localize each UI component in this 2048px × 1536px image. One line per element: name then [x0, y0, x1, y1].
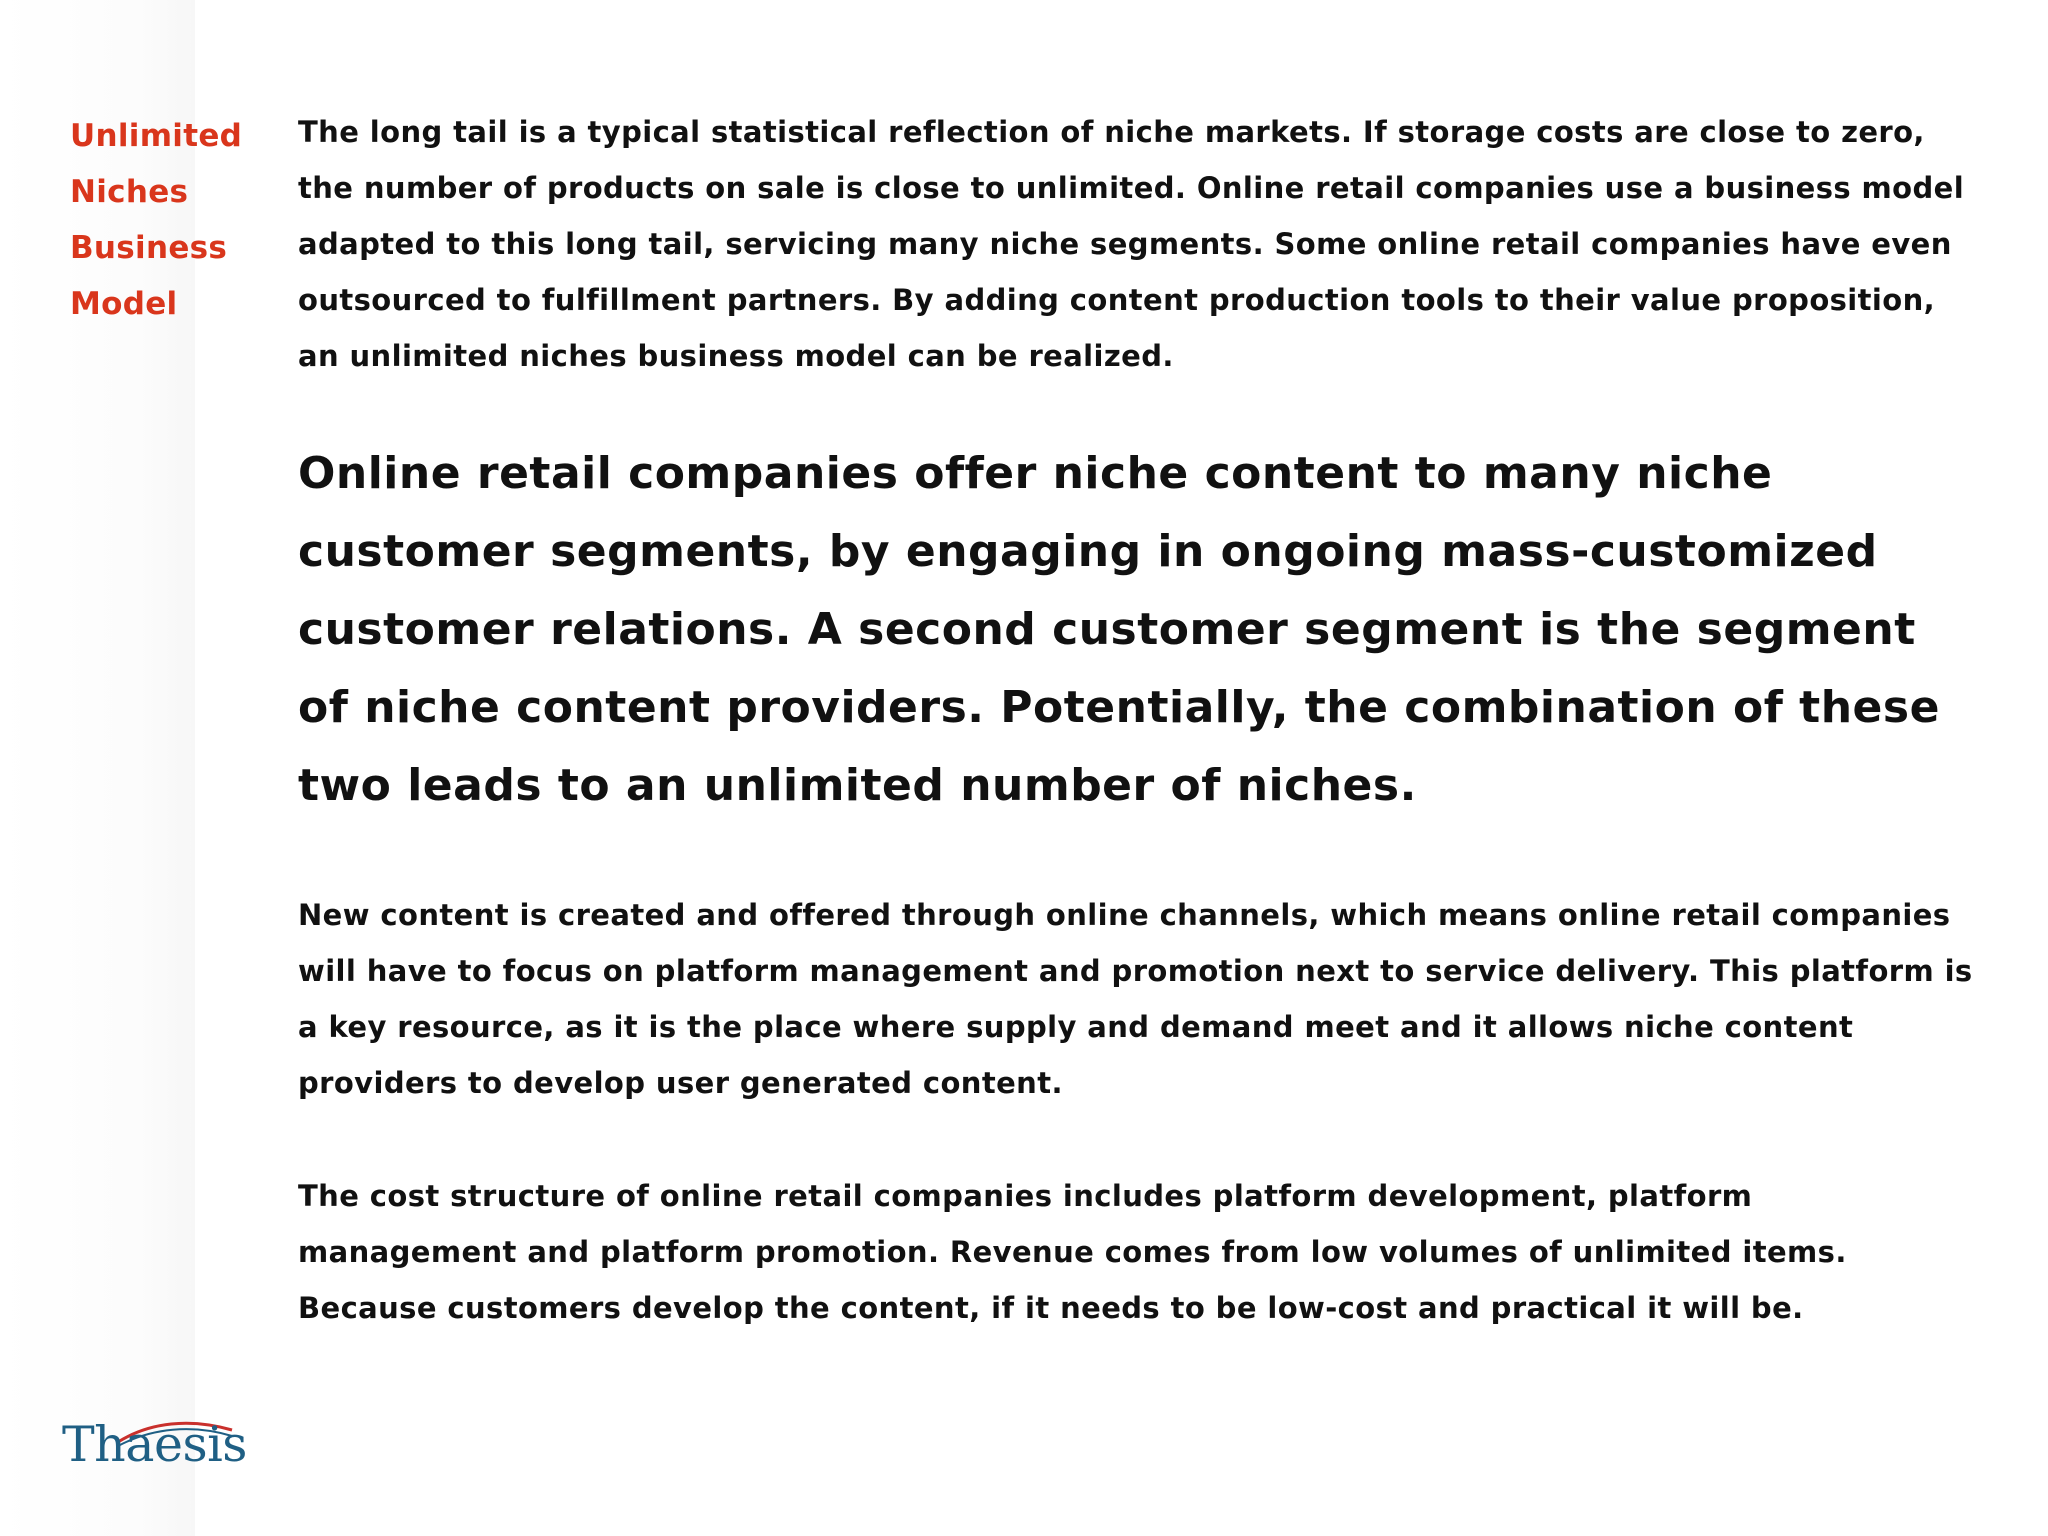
section-title-line-1: Unlimited — [70, 118, 243, 154]
highlight-paragraph: Online retail companies offer niche content to many niche customer segments, by engaging in ongoing mass-customized customer relations. A second customer segment is the segment of niche content providers. Potentially, the combination of these two leads to an unlimited number of niches. — [298, 448, 1940, 811]
cost-structure-paragraph: The cost structure of online retail companies includes platform development, platform management and platform promotion. Revenue comes from low volumes of unlimited items. Because customers develop the content, if it needs to be low-cost and practical it will be. — [298, 1179, 1847, 1325]
section-title-line-2: Niches — [70, 174, 189, 210]
logo-wordmark: Thaesis — [62, 1416, 247, 1473]
section-title-line-3: Business — [70, 230, 228, 266]
intro-paragraph: The long tail is a typical statistical reflection of niche markets. If storage costs are close to zero, the number of products on sale is close to unlimited. Online retail companies use a business model adapted to this long tail, servicing many niche segments. Some online retail companies have even outsourced to fulfillment partners. By adding content production tools to their value proposition, an unlimited niches business model can be realized. — [298, 115, 1965, 373]
section-title — [70, 108, 250, 332]
platform-paragraph: New content is created and offered through online channels, which means online retail companies will have to focus on platform management and promotion next to service delivery. This platform is a key resource, as it is the place where supply and demand meet and it allows niche content providers to develop user generated content. — [298, 898, 1973, 1100]
thaesis-logo — [60, 1412, 247, 1482]
section-title-line-4: Model — [70, 286, 178, 322]
